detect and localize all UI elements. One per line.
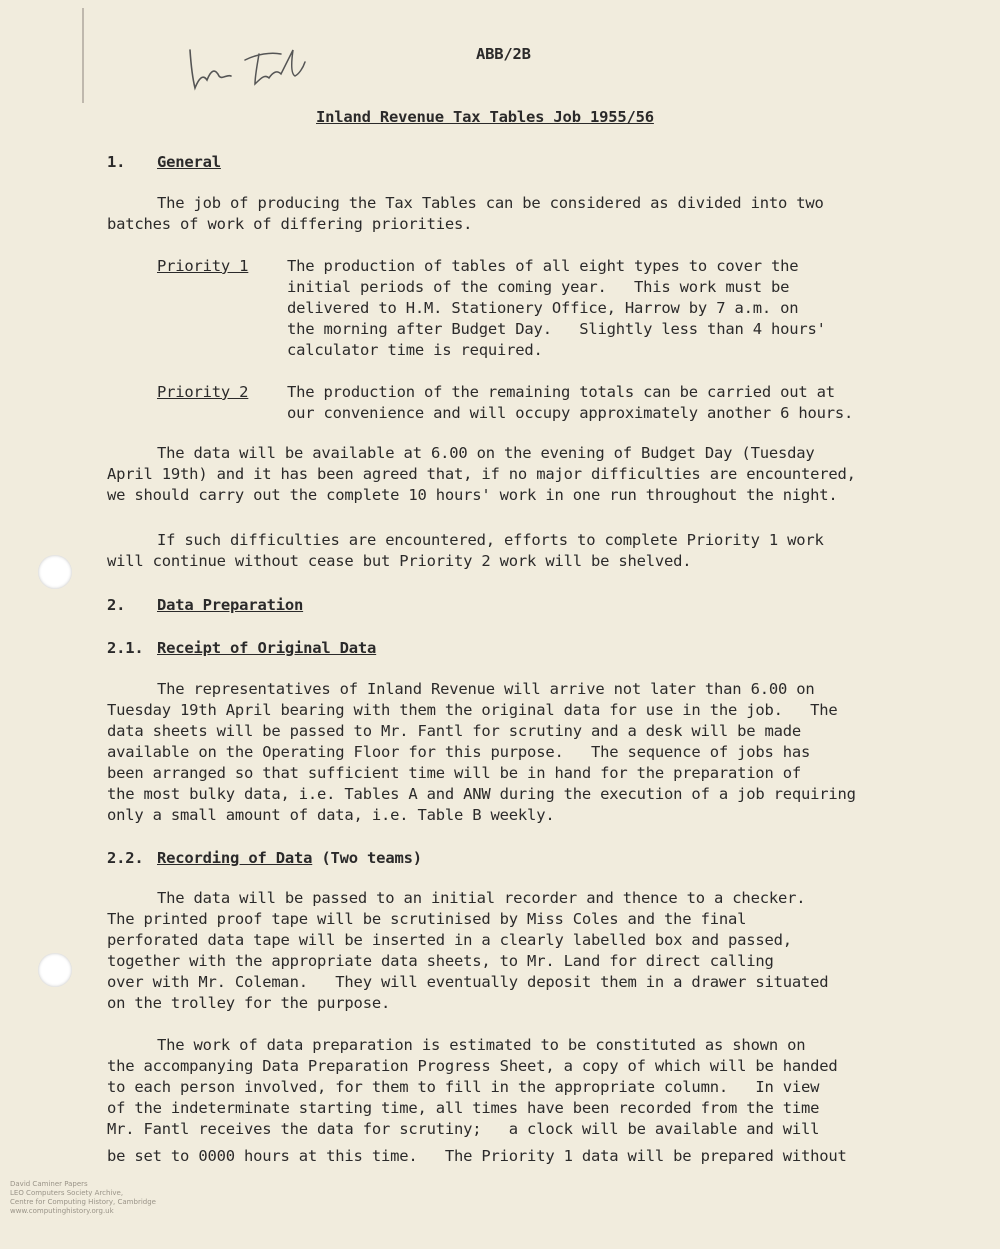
subsection-2-1-heading: Receipt of Original Data <box>157 639 377 657</box>
text-line: The data will be passed to an initial recorder and thence to a checker. <box>157 889 806 907</box>
text-line: The work of data preparation is estimated to be constituted as shown on <box>157 1036 806 1054</box>
priority-1-label: Priority 1 <box>157 257 249 275</box>
text-line: of the indeterminate starting time, all times have been recorded from the time <box>107 1099 820 1117</box>
text-line: The production of tables of all eight types to cover the <box>287 257 799 275</box>
margin-crease <box>82 8 84 103</box>
document-title: Inland Revenue Tax Tables Job 1955/56 <box>316 108 654 126</box>
punch-hole <box>38 555 72 589</box>
subsection-2-2-number: 2.2. <box>107 849 144 867</box>
subsection-2-2-heading-row <box>157 848 422 869</box>
text-line: the morning after Budget Day. Slightly less than 4 hours' <box>287 320 826 338</box>
text-line: If such difficulties are encountered, efforts to complete Priority 1 work <box>157 531 824 549</box>
text-line: April 19th) and it has been agreed that, if no major difficulties are encountered, <box>107 465 856 483</box>
text-line: The job of producing the Tax Tables can be considered as divided into two <box>157 194 824 212</box>
footer-line: LEO Computers Society Archive, <box>10 1189 124 1197</box>
subsection-2-2-heading: Recording of Data <box>157 849 313 867</box>
footer-line: www.computinghistory.org.uk <box>10 1207 114 1215</box>
text-line: initial periods of the coming year. This work must be <box>287 278 790 296</box>
text-line: the most bulky data, i.e. Tables A and ANW during the execution of a job requiring <box>107 785 856 803</box>
section-1-number: 1. <box>107 153 126 171</box>
text-line: data sheets will be passed to Mr. Fantl for scrutiny and a desk will be made <box>107 722 802 740</box>
text-line: been arranged so that sufficient time will be in hand for the preparation of <box>107 764 802 782</box>
subsection-2-2-heading-suffix: (Two teams) <box>321 849 422 867</box>
footer-line: Centre for Computing History, Cambridge <box>10 1198 156 1206</box>
text-line: only a small amount of data, i.e. Table B weekly. <box>107 806 555 824</box>
text-line: Tuesday 19th April bearing with them the original data for use in the job. The <box>107 701 838 719</box>
text-line: to each person involved, for them to fill in the appropriate column. In view <box>107 1078 820 1096</box>
punch-hole <box>38 953 72 987</box>
text-line: over with Mr. Coleman. They will eventually deposit them in a drawer situated <box>107 973 829 991</box>
text-line: delivered to H.M. Stationery Office, Harrow by 7 a.m. on <box>287 299 799 317</box>
text-line: on the trolley for the purpose. <box>107 994 391 1012</box>
text-line: The data will be available at 6.00 on the evening of Budget Day (Tuesday <box>157 444 815 462</box>
text-line: we should carry out the complete 10 hours' work in one run throughout the night. <box>107 486 838 504</box>
text-line: The representatives of Inland Revenue will arrive not later than 6.00 on <box>157 680 815 698</box>
handwritten-signature <box>185 40 315 92</box>
text-line: the accompanying Data Preparation Progress Sheet, a copy of which will be handed <box>107 1057 838 1075</box>
section-1-heading: General <box>157 153 221 171</box>
text-line: batches of work of differing priorities. <box>107 215 473 233</box>
text-line: available on the Operating Floor for this purpose. The sequence of jobs has <box>107 743 811 761</box>
text-line: be set to 0000 hours at this time. The Priority 1 data will be prepared without <box>107 1147 847 1165</box>
text-line: The printed proof tape will be scrutinised by Miss Coles and the final <box>107 910 747 928</box>
text-line: our convenience and will occupy approximately another 6 hours. <box>287 404 854 422</box>
section-2-number: 2. <box>107 596 126 614</box>
text-line: together with the appropriate data sheets, to Mr. Land for direct calling <box>107 952 774 970</box>
footer-line: David Caminer Papers <box>10 1180 88 1188</box>
text-line: will continue without cease but Priority 2 work will be shelved. <box>107 552 692 570</box>
subsection-2-1-number: 2.1. <box>107 639 144 657</box>
text-line: calculator time is required. <box>287 341 543 359</box>
text-line: perforated data tape will be inserted in a clearly labelled box and passed, <box>107 931 792 949</box>
text-line: The production of the remaining totals can be carried out at <box>287 383 835 401</box>
priority-2-label: Priority 2 <box>157 383 249 401</box>
document-reference: ABB/2B <box>476 45 531 63</box>
archive-footer <box>10 1180 156 1216</box>
section-2-heading: Data Preparation <box>157 596 304 614</box>
text-line: Mr. Fantl receives the data for scrutiny; a clock will be available and will <box>107 1120 820 1138</box>
